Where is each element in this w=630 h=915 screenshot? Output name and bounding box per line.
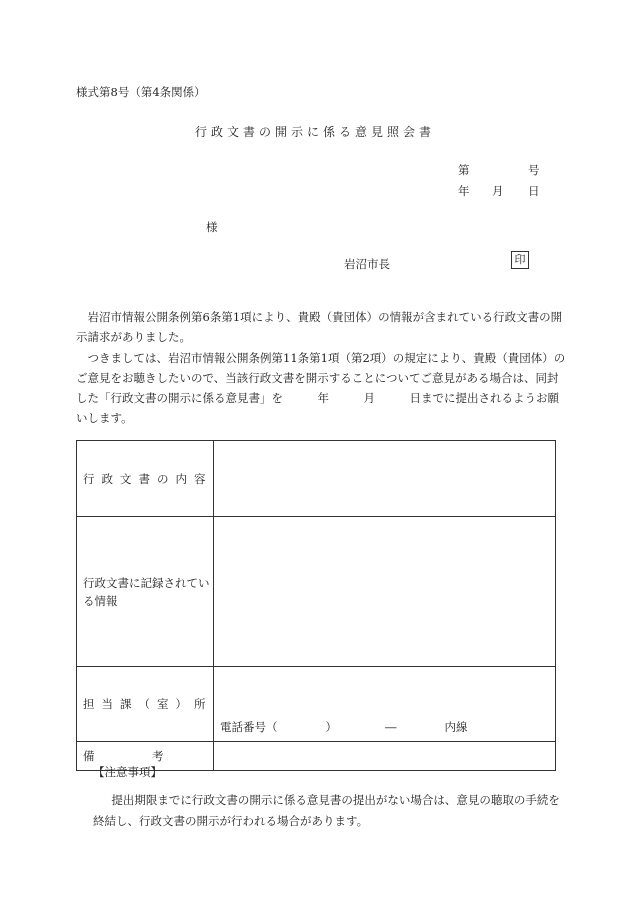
body-paragraph-2: つきましては、岩沼市情報公開条例第11条第1項（第2項）の規定により、貴殿（貴団体）のご意見をお聴きしたいので、当該行政文書を開示することについてご意見がある場合は、同封した「行政文書の開示に係る意見書」を 年 月 日までに提出されるようお願いします。 — [76, 351, 566, 425]
sender-name: 岩沼市長 — [344, 257, 390, 271]
table-row — [77, 441, 556, 517]
tel-dash: ― — [385, 720, 397, 734]
seal-mark: 印 — [511, 251, 529, 269]
row-value-info[interactable] — [214, 517, 556, 667]
info-table — [76, 440, 556, 771]
row-label-remarks: 備 考 — [77, 742, 214, 771]
row-label-content: 行政文書の内容 — [77, 441, 214, 517]
date-month: 月 — [492, 184, 504, 198]
addressee-suffix: 様 — [206, 220, 218, 234]
form-number: 様式第8号（第4条関係） — [76, 85, 206, 99]
row-value-remarks[interactable] — [214, 742, 556, 771]
notice-heading: 【注意事項】 — [93, 765, 162, 779]
tel-extension: 内線 — [444, 720, 468, 734]
date-year: 年 — [458, 184, 470, 198]
body-paragraph-1: 岩沼市情報公開条例第6条第1項により、貴殿（貴団体）の情報が含まれている行政文書の開示請求がありました。 — [76, 310, 563, 344]
telephone-line — [220, 719, 549, 735]
number-prefix: 第 — [458, 163, 470, 177]
table-row — [77, 667, 556, 742]
tel-label: 電話番号（ — [220, 720, 278, 734]
tel-close: ） — [325, 720, 337, 734]
date-day: 日 — [528, 184, 540, 198]
number-suffix: 号 — [528, 163, 540, 177]
document-title: 行政文書の開示に係る意見照会書 — [194, 125, 435, 139]
table-row — [77, 517, 556, 667]
row-label-info: 行政文書に記録されている情報 — [77, 517, 214, 667]
row-label-department: 担当課（室）所 — [77, 667, 214, 742]
row-value-content[interactable] — [214, 441, 556, 517]
row-value-department[interactable] — [214, 667, 556, 742]
notice-body: 提出期限までに行政文書の開示に係る意見書の提出がない場合は、意見の聴取の手続を終結し、行政文書の開示が行われる場合があります。 — [93, 793, 560, 828]
